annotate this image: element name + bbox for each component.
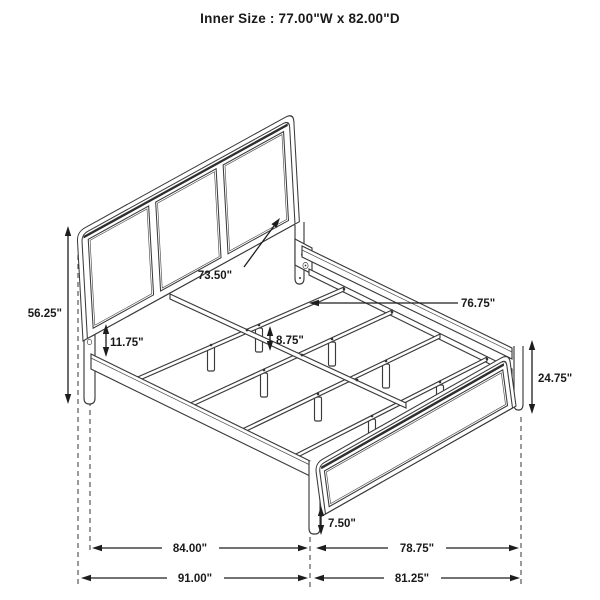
right-slat-ledge — [309, 269, 512, 375]
dim-label-overall-depth: 81.25" — [394, 573, 430, 585]
dim-label-rail-gap: 11.75" — [110, 337, 144, 349]
dim-label-support-leg: 8.75" — [276, 335, 304, 347]
arrow-up-icon — [529, 340, 535, 350]
dim-label-footboard-height: 24.75" — [538, 373, 573, 385]
dim-label-clearance: 7.50" — [328, 518, 356, 530]
dim-overall-width — [81, 573, 308, 585]
dim-label-overall-width: 91.00" — [177, 573, 213, 585]
arrow-up-icon — [267, 326, 273, 336]
slat — [133, 287, 344, 383]
arrow-down-icon — [529, 404, 535, 414]
dim-label-slat-depth: 76.75" — [461, 298, 496, 310]
dim-headboard-rail-gap — [103, 324, 144, 357]
dim-headboard-height — [28, 226, 71, 404]
slat — [186, 310, 392, 409]
dim-label-headboard-height: 56.25" — [27, 308, 62, 320]
dim-label-base-depth: 78.75" — [399, 543, 435, 555]
dim-label-panel-width: 73.50" — [197, 270, 233, 282]
arrow-down-icon — [65, 394, 71, 404]
dim-base-depth — [316, 543, 519, 555]
dim-footboard-height — [529, 340, 572, 414]
arrow-down-icon — [103, 347, 109, 357]
arrow-up-icon — [65, 226, 71, 236]
dim-base-width — [92, 543, 308, 555]
dim-label-base-width: 84.00" — [172, 543, 208, 555]
diagram-title: Inner Size : 77.00"W x 82.00"D — [200, 11, 400, 26]
dim-overall-depth — [314, 573, 520, 585]
